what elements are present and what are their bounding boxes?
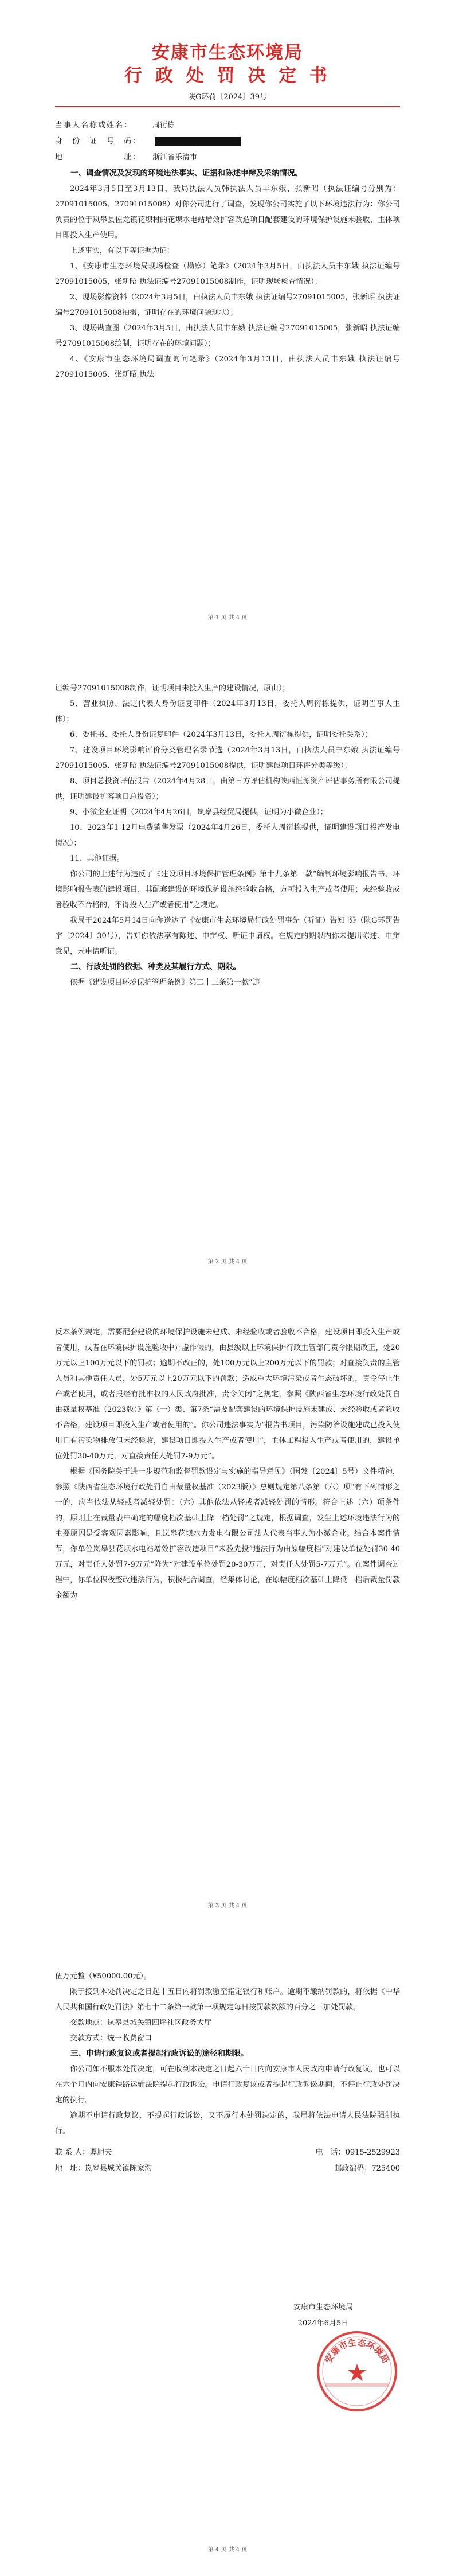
party-id-label: 身 份 证 号 码：: [55, 137, 142, 146]
paragraph: 2024年3月5日至3月13日，我局执法人员韩执法人员丰东娥、张新昭（执法证编号分别为：27091015005、27091015008）对你公司进行了调查，发现你公司实施了以下环境违法行为：你公司负责的位于岚皋县佐龙镇花坝村的花坝水电站增效扩容改造项目配套建设的环境保护设施未验收，主体项目即投入生产使用。: [55, 185, 400, 240]
page-1: [0, 0, 455, 644]
signature-block: [266, 2300, 381, 2332]
party-addr-value: 浙江省乐清市: [152, 153, 198, 162]
org-name: 安康市生态环境局: [152, 42, 303, 63]
paragraph: 交款地点：岚皋县城关镇四坪社区政务大厅: [70, 2019, 212, 2027]
doc-type: 行 政 处 罚 决 定 书: [124, 65, 331, 86]
section-3-heading: 三、申请行政复议或者提起行政诉讼的途径和期限。: [70, 2049, 249, 2058]
section-2-heading: 二、行政处罚的依据、种类及其履行方式、期限。: [70, 962, 241, 971]
contact-postcode: 邮政编码：725400: [334, 2164, 400, 2173]
paragraph: 逾期不申请行政复议，不提起行政诉讼，又不履行本处罚决定的，我局将依法申请人民法院强制执行。: [55, 2111, 400, 2136]
party-addr-row: [55, 150, 400, 166]
paragraph: 10、2023年1-12月电费销售发票（2024年4月26日，委托人周衍栋提供，证明建设项目投产发电情况）；: [55, 823, 400, 848]
contact-row-2: [55, 2161, 400, 2177]
paragraph: 2、现场影像资料（2024年3月5日，由执法人员丰东娥 执法证编号27091015005，张新昭 执法证编号27091015008拍摄，证明存在的环境问题现状）；: [55, 293, 400, 317]
paragraph: 8、项目总投资评估报告（2024年4月28日，由第三方评估机构陕西恒源资产评估事务所有限公司提供，证明建设扩容项目总投资）；: [55, 777, 400, 801]
contact-block: [55, 2145, 400, 2177]
seal-text: 安康市生态环境局: [323, 2337, 391, 2365]
paragraph: 4、《安康市生态环境局调查询问笔录》（2024年3月13日，由执法人员丰东娥 执法证编号27091015005、张新昭 执法: [55, 355, 400, 379]
paragraph: 依据《建设项目环境保护管理条例》第二十三条第一款“违: [70, 978, 260, 987]
contact-row-1: [55, 2145, 400, 2161]
party-addr-label: 地 址：: [55, 153, 142, 162]
official-seal: [314, 2328, 400, 2417]
paragraph: 反本条例规定，需要配套建设的环境保护设施未建成、未经验收或者验收不合格，建设项目即投入生产或者使用，或者在环境保护设施验收中弄虚作假的，由县级以上环境保护行政主管部门责令限期改正，处20万元以上100万元以下的罚款；逾期不改正的，处100万元以上200万元以下的罚款；对直接负责的主管人员和其他责任人员，处5万元以上20万元以下的罚款；造成重大环境污染或者生态破坏的，责令停止生产或者使用，或者报经有批准权的人民政府批准，责令关闭”之规定，参照《陕西省生态环境行政处罚自由裁量权基准（2023版）》第（一）类、第7条“需要配套建设的环境保护设施未建成、未经验收或者验收不合格，建设项目即投入生产或者使用的”。你公司违法事实为“报告书项目，污染防治设施建成已投入使用且有污染物排放但未经验收，建设项目即投入生产或者使用”，主体工程投入生产或者使用的，建设单位处罚30-40万元，对直接责任人处罚7-9万元”。: [55, 1328, 400, 1461]
paragraph: 6、委托书、委托人身份证复印件（2024年3月13日，委托人周衍栋提供，证明委托关系）；: [70, 731, 372, 739]
paragraph: 你公司的上述行为违反了《建设项目环境保护管理条例》第十九条第一款“编制环境影响报告书、环境影响报告表的建设项目，其配套建设的环境保护设施经验收合格，方可投入生产或者使用；未经验收或者验收不合格的，不得投入生产或者使用”之规定。: [55, 870, 400, 910]
paragraph: 交款方式：统一收费窗口: [70, 2034, 152, 2043]
paragraph: 我局于2024年5月14日向你送达了《安康市生态环境局行政处罚事先（听证）告知书》（陕G环罚告字〔2024〕30号），告知你依法享有陈述、申辩权、听证申请权。在规定的期限内你未提出陈述、申辩意见，未申请听证。: [55, 916, 400, 956]
signer-org: 安康市生态环境局: [293, 2303, 353, 2312]
party-name-value: 周衍栋: [152, 121, 175, 130]
paragraph: 根据《国务院关于进一步规范和监督罚款设定与实施的指导意见》（国发〔2024〕5号）文件精神，参照《陕西省生态环境行政处罚自由裁量权基准（2023版）》总则规定第八条第（六）项“有下列情形之一的，应当依法从轻或者减轻处罚：（六）其他依法从轻或者减轻处罚的情形。符合上述（六）项条件的，原则上在裁量表中确定的幅度档次基础上降一档处罚”之规定，根据调查，发生上述环境违法行为的主要原因是受客观因素影响，且岚皋花坝水力发电有限公司法人代表当事人为小微企业。结合本案件情节，你单位岚皋县花坝水电站增效扩容改造项目“未验先投”违法行为由原幅度档“对建设单位处罚30-40万元，对责任人处罚7-9万元”降为“对建设单位处罚20-30万元，对责任人处罚5-7万元”。在案件调查过程中，你单位积极整改违法行为，积极配合调查，经集体讨论，在原幅度档次基础上降低一档后裁量罚款金额为: [55, 1467, 400, 1600]
page-number: 第 3 页 共 4 页: [207, 1903, 248, 1909]
section-1-heading: 一、调查情况及发现的环境违法事实、证据和陈述申辩及采纳情况。: [70, 169, 303, 178]
paragraph: 5、营业执照、法定代表人身份证复印件（2024年3月13日，委托人周衍栋提供，证明当事人主体）；: [55, 700, 400, 724]
page-number: 第 1 页 共 4 页: [207, 615, 248, 621]
paragraph: 上述事实，有以下等证据为证：: [70, 247, 175, 255]
redacted-block: [155, 137, 241, 146]
paragraph: 9、小微企业证明（2024年4月26日，岚皋县经贸局提供，证明为小微企业）；: [70, 808, 328, 817]
party-name-label: 当事人名称或姓名：: [55, 121, 133, 130]
party-id-row: [55, 134, 400, 150]
doc-number: 陕G环罚〔2024〕39号: [187, 93, 267, 102]
paragraph: 3、现场勘查图（2024年3月5日，由执法人员丰东娥 执法证编号27091015005，张新昭 执法证编号27091015008绘制，证明存在的环境问题）；: [55, 324, 400, 348]
paragraph: 11、其他证据。: [70, 854, 124, 863]
sign-date: 2024年6月5日: [297, 2319, 349, 2328]
paragraph: 1、《安康市生态环境局现场检查（勘察）笔录》（2024年3月5日，由执法人员丰东娥 执法证编号27091015005，张新昭 执法证编号27091015008制作，证明现场检查情况）；: [55, 262, 400, 286]
contact-phone: 电 话：0915-2529923: [315, 2148, 400, 2157]
red-rule: [55, 106, 400, 107]
contact-person: 联 系 人：谭旭夫: [55, 2148, 112, 2157]
party-name-row: [55, 118, 400, 134]
paragraph: 证编号27091015008制作，证明项目未投入生产的建设情况，原由）；: [55, 684, 290, 693]
page-3: [0, 1288, 455, 1932]
contact-address: 地 址：岚皋县城关镇陈家沟: [55, 2164, 152, 2173]
paragraph: 限于接到本处罚决定之日起十五日内将罚款缴至指定银行和账户。逾期不缴纳罚款的，将依据《中华人民共和国行政处罚法》第七十二条第一款第一项规定每日按罚款数额的百分之三加处罚款。: [55, 1988, 400, 2012]
page-number: 第 2 页 共 4 页: [207, 1259, 248, 1265]
paragraph: 7、建设项目环境影响评价分类管理名录节选（2024年3月13日，由执法人员丰东娥 执法证编号27091015005、张新昭 执法证编号27091015008提供，证明建设项目环评分类等级）；: [55, 746, 400, 770]
page-number: 第 4 页 共 4 页: [207, 2547, 248, 2553]
page-4: [0, 1932, 455, 2576]
seal-icon: [314, 2328, 400, 2414]
page-2: [0, 644, 455, 1288]
paragraph: 你公司如不服本处罚决定，可在收到本决定之日起六十日内向安康市人民政府申请行政复议，也可以在六个月内向安康铁路运输法院提起行政诉讼。申请行政复议或者提起行政诉讼期间，不停止行政处罚决定的执行。: [55, 2065, 400, 2105]
paragraph: 伍万元整（¥50000.00元）。: [55, 1972, 151, 1981]
